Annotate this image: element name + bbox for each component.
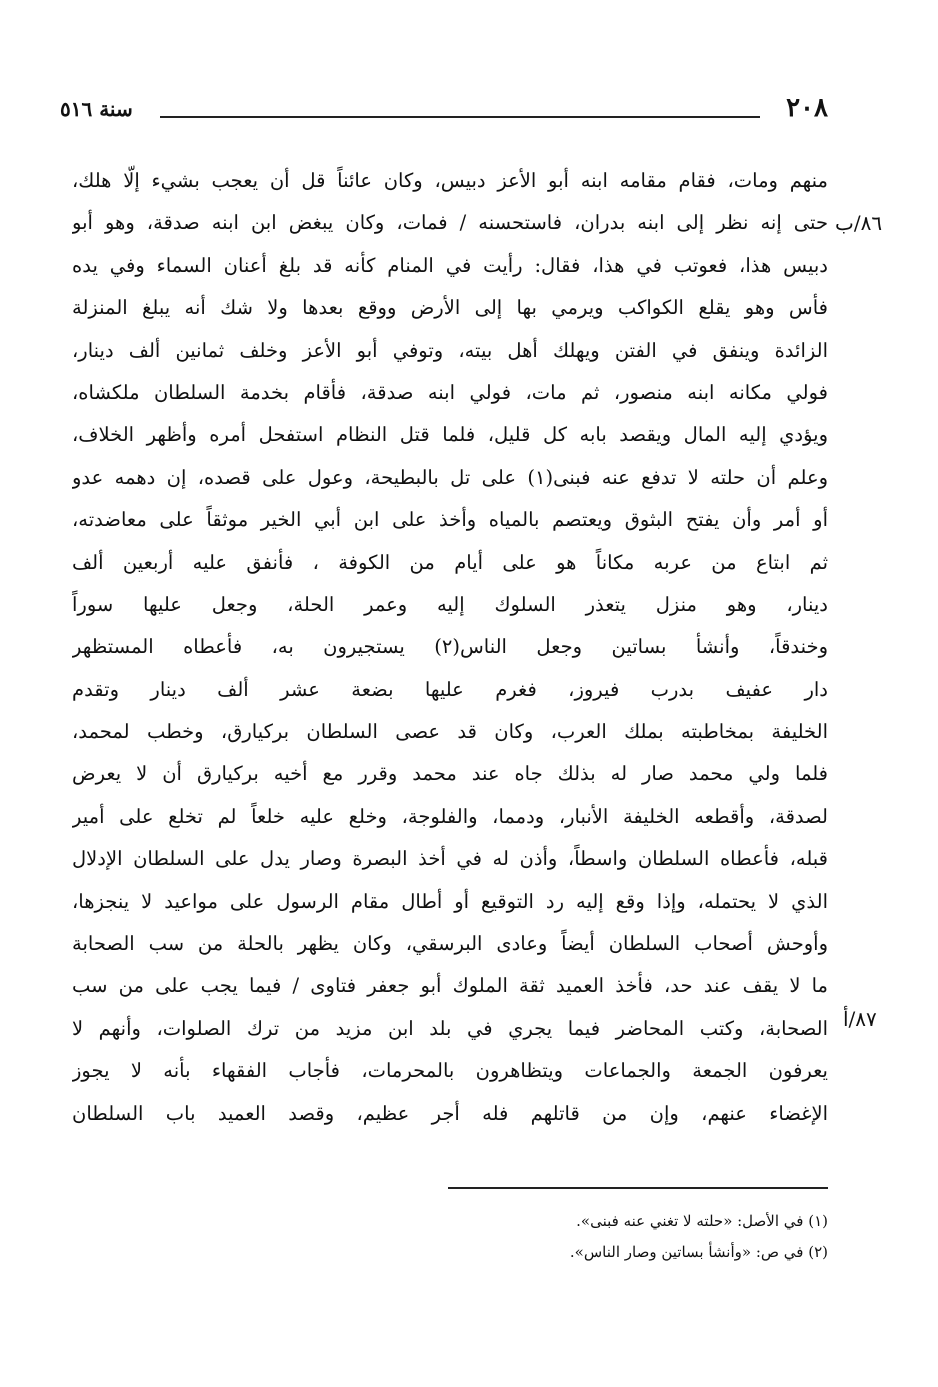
- main-text: [72, 160, 828, 1135]
- text-line: دبيس هذا، فعوتب في هذا، فقال: رأيت في المنام كأنه قد بلغ أعنان السماء وفي يده: [72, 253, 828, 277]
- text-line: وخندقاً، وأنشأ بساتين وجعل الناس(٢) يستجيرون به، فأعطاه المستظهر: [72, 635, 828, 659]
- text-line: قبله، فأعطاه السلطان واسطاً، وأذن له في أخذ البصرة وصار يدل على السلطان الإدلال: [72, 847, 828, 871]
- text-line: أو أمر وأن يفتح البثوق ويعتصم بالمياه وأخذ على ابن أبي الخير موثقاً على معاضدته،: [72, 508, 828, 532]
- text-line: الإغضاء عنهم، وإن من قاتلهم فله أجر عظيم، وقصد العميد باب السلطان: [72, 1101, 828, 1125]
- text-line: الخليفة بمخاطبته بملك العرب، وكان قد عصى السلطان بركيارق، وخطب لمحمد،: [72, 720, 828, 744]
- page-header: [60, 92, 828, 132]
- text-line: وعلم أن حلته لا تدفع عنه فبنى(١) على تل بالبطيحة، وعول على قصده، إن دهمه عدو: [72, 465, 828, 489]
- text-line: لصدقة، وأقطعه الخليفة الأنبار، ودمما، والفلوجة، وخلع عليه خلعاً لم تخلع على أمير: [72, 804, 828, 828]
- text-line: منهم ومات، فقام مقامه ابنه أبو الأعز دبيس، وكان عائناً قل أن يعجب بشيء إلّا هلك،: [72, 169, 828, 192]
- footnotes: [300, 1206, 828, 1268]
- text-line: دار عفيف بدرب فيروز، فغرم عليها بضعة عشر ألف دينار وتقدم: [72, 677, 828, 701]
- text-line: ما لا يقف عند حد، فأخذ العميد ثقة الملوك أبو جعفر فتاوى / فيما يجب على من سب: [72, 974, 828, 998]
- text-line: وأوحش أصحاب السلطان أيضاً وعادى البرسقي، وكان يظهر بالحلة من سب الصحابة: [72, 932, 828, 956]
- text-line: فلما ولي محمد صار له بذلك جاه عند محمد وقرر مع أخيه بركيارق أن لا يعرض: [72, 762, 828, 786]
- footnote-2: (٢) في ص: «وأنشأ بساتين وصار الناس».: [569, 1243, 828, 1261]
- header-rule: [160, 116, 760, 118]
- page-number: ٢٠٨: [786, 93, 828, 123]
- text-line: يعرفون الجمعة والجماعات ويتظاهرون بالمحرمات، فأجاب الفقهاء بأنه لا يجوز: [72, 1059, 828, 1083]
- margin-folio-86b: ٨٦/ب: [835, 211, 883, 235]
- text-line: فأس وهو يقلع الكواكب ويرمي بها إلى الأرض ووقع بعدها ولا شك أنه يبلغ المنزلة: [72, 296, 828, 320]
- text-line: ويؤدي إليه المال ويقصد بابه كل قليل، فلما قتل النظام استفحل أمره وأظهر الخلاف،: [72, 423, 828, 447]
- text-line: الزائدة وينفق في الفتن ويهلك أهل بيته، وتوفي أبو الأعز وخلف ثمانين ألف دينار،: [72, 338, 828, 362]
- text-line: فولي مكانه ابنه منصور، ثم مات، فولي ابنه صدقة، فأقام بخدمة السلطان ملكشاه،: [72, 380, 828, 404]
- text-line: ثم ابتاع من عربه مكاناً هو على أيام من الكوفة ، فأنفق عليه أربعين ألف: [72, 550, 828, 574]
- footnote-1: (١) في الأصل: «حلته لا تغني عنه فبنى».: [576, 1212, 828, 1230]
- text-line: الذي لا يحتمله، وإذا وقع إليه رد التوقيع أو أطال مقام الرسول على مواعيد لا ينجزها،: [72, 889, 828, 913]
- footnote-rule: [448, 1187, 828, 1189]
- running-title: سنة ٥١٦: [60, 97, 133, 121]
- text-line: حتى إنه نظر إلى ابنه بدران، فاستحسنه / فمات، وكان يبغض ابن ابنه صدقة، وهو أبو: [72, 211, 828, 235]
- text-line: دينار، وهو منزل يتعذر السلوك إليه وعمر الحلة، وجعل عليها سوراً: [72, 592, 828, 616]
- margin-folio-87a: ٨٧/أ: [843, 1007, 877, 1031]
- text-line: الصحابة، وكتب المحاضر فيما يجري في بلد ابن مزيد من ترك الصلوات، وأنهم لا: [72, 1016, 828, 1040]
